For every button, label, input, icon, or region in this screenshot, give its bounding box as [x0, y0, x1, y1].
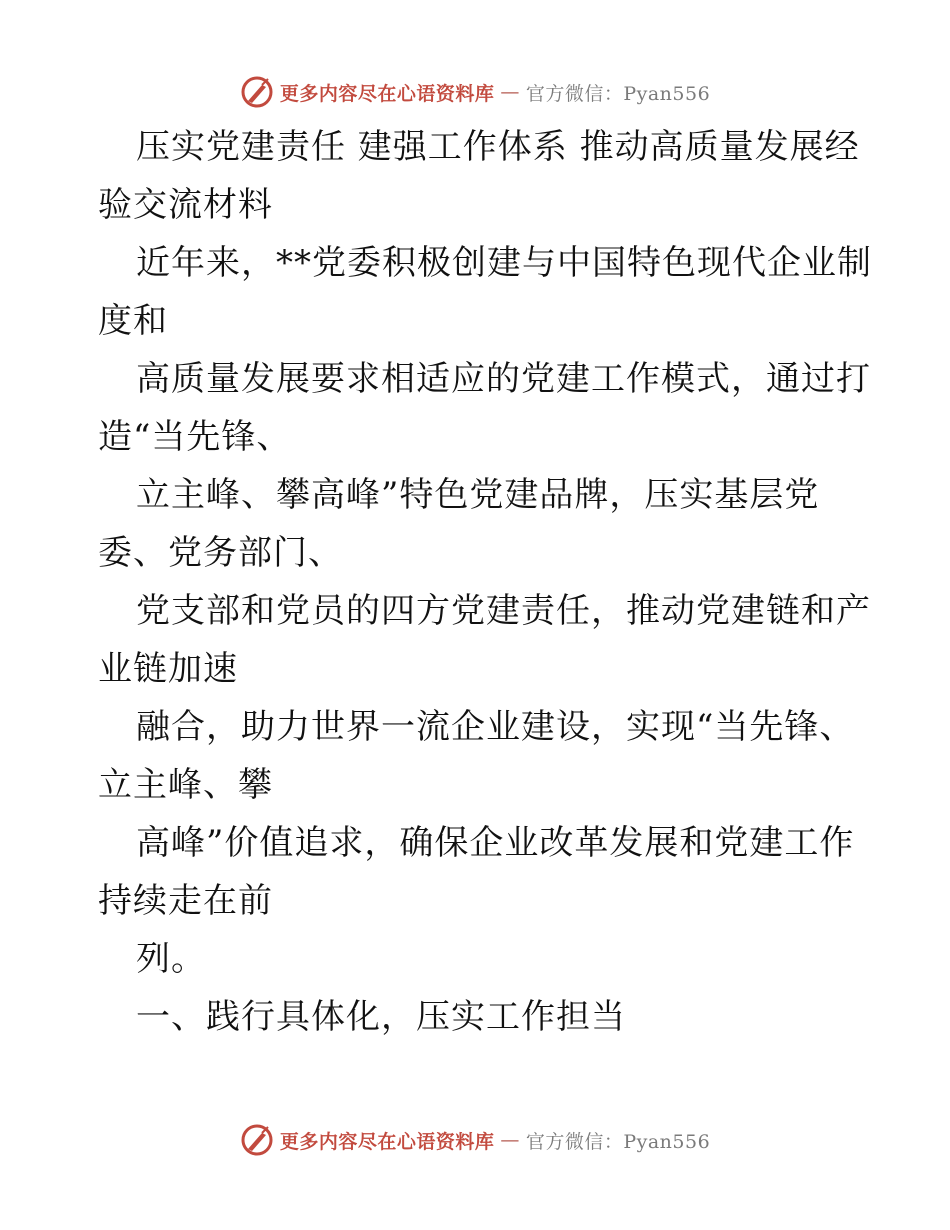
paragraph-line: 业链加速: [98, 649, 238, 689]
paragraph-line: 高峰”价值追求，确保企业改革发展和党建工作: [136, 823, 855, 863]
watermark-separator: —: [500, 81, 520, 103]
document-body: [98, 118, 872, 1046]
footer-watermark: [0, 1120, 950, 1160]
watermark-gray-text: 官方微信：Pyan556: [525, 82, 711, 105]
paragraph-line: 立主峰、攀高峰”特色党建品牌，压实基层党: [136, 475, 820, 515]
paragraph-line: 委、党务部门、: [98, 533, 343, 573]
section-heading: 一、践行具体化，压实工作担当: [136, 997, 626, 1037]
paragraph-line: 高质量发展要求相适应的党建工作模式，通过打: [136, 359, 871, 399]
watermark-separator: —: [500, 1129, 520, 1151]
paragraph-line: 度和: [98, 301, 168, 341]
paragraph-line: 党支部和党员的四方党建责任，推动党建链和产: [136, 591, 871, 631]
header-watermark: [0, 72, 950, 112]
quill-pen-circle-icon: [240, 75, 274, 109]
watermark-gray-text: 官方微信：Pyan556: [525, 1130, 711, 1153]
paragraph-line: 列。: [136, 939, 206, 979]
watermark-red-text: 更多内容尽在心语资料库: [279, 82, 495, 105]
paragraph-line: 造“当先锋、: [98, 417, 292, 457]
title-line-1: 压实党建责任 建强工作体系 推动高质量发展经: [136, 127, 860, 167]
watermark-red-text: 更多内容尽在心语资料库: [279, 1130, 495, 1153]
quill-pen-circle-icon: [240, 1123, 274, 1157]
paragraph-line: 近年来，**党委积极创建与中国特色现代企业制: [136, 243, 872, 283]
paragraph-line: 立主峰、攀: [98, 765, 273, 805]
title-line-2: 验交流材料: [98, 185, 273, 225]
paragraph-line: 融合，助力世界一流企业建设，实现“当先锋、: [136, 707, 855, 747]
paragraph-line: 持续走在前: [98, 881, 273, 921]
